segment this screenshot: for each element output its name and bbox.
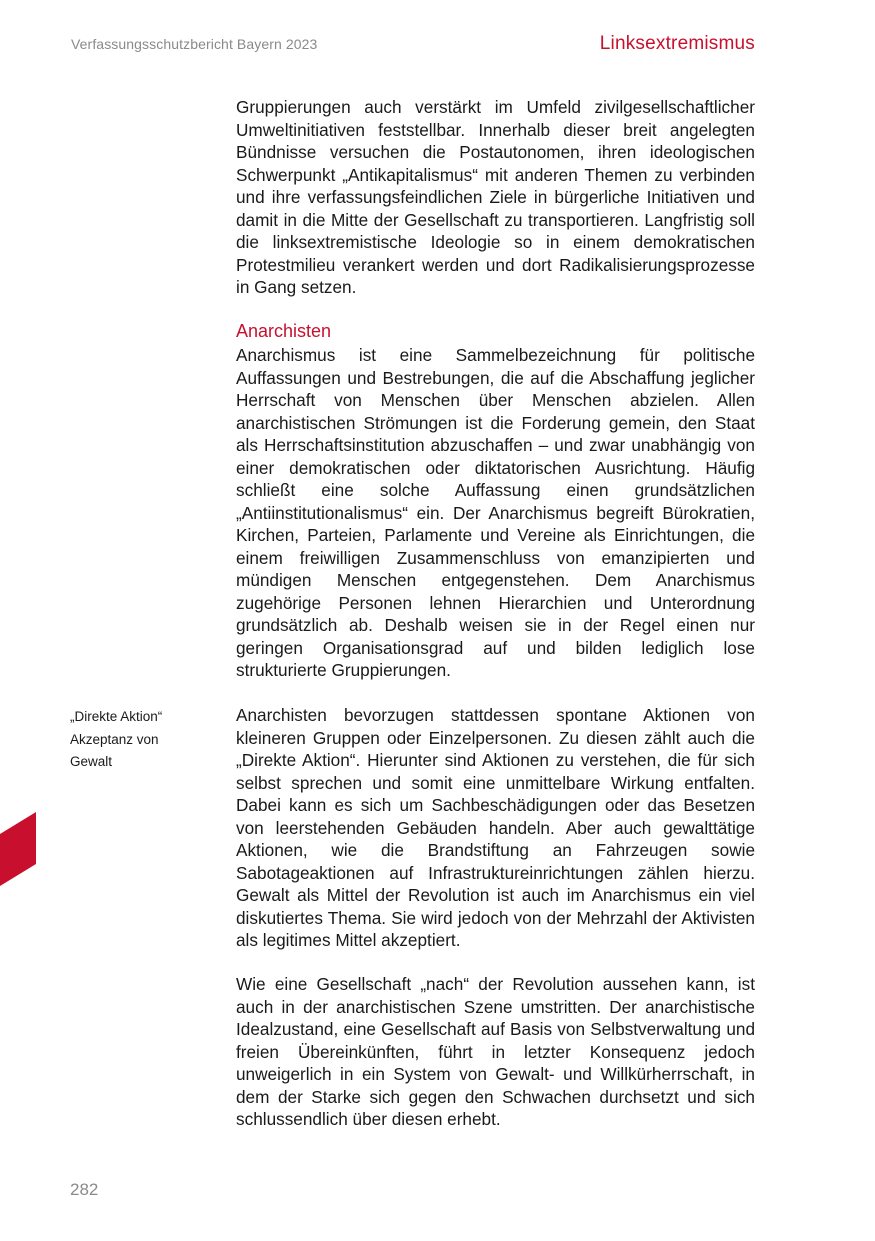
paragraph-direkte-aktion bbox=[236, 704, 755, 952]
margin-note-line: Akzeptanz von bbox=[70, 731, 159, 747]
paragraph-umweltinitiativen bbox=[236, 96, 755, 299]
section-heading-anarchisten: Anarchisten bbox=[236, 321, 332, 341]
running-head-section: Linksextremismus bbox=[599, 33, 755, 54]
paragraph-text: Gruppierungen auch verstärkt im Umfeld zivilgesellschaftlicher Umweltinitiativen feststellbar. Innerhalb dieser breit angelegten Bündnisse versuchen die Postautonomen, ihren ideologischen Schwerpunkt „Antikapitalismus“ mit anderen Themen zu verbinden und ihre verfassungsfeindlichen Ziele in bürgerliche Initiativen und damit in die Mitte der Gesellschaft zu transportieren. Langfristig soll die linksextremistische Ideologie so in einem demokratischen Protestmilieu verankert werden und dort Radikalisierungsprozesse in Gang setzen. bbox=[236, 97, 755, 297]
running-head-left: Verfassungsschutzbericht Bayern 2023 bbox=[71, 36, 318, 52]
paragraph-text: Anarchisten bevorzugen stattdessen spontane Aktionen von kleineren Gruppen oder Einzelpersonen. Zu diesen zählt auch die „Direkte Aktion“. Hierunter sind Aktionen zu verstehen, die für sich selbst sprechen und somit eine unmittelbare Wirkung entfalten. Dabei kann es sich um Sachbeschädigungen oder das Besetzen von leerstehenden Gebäuden handeln. Aber auch gewalttätige Aktionen, wie die Brandstiftung an Fahrzeugen sowie Sabotageaktionen auf Infrastruktureinrichtungen zählen hierzu. Gewalt als Mittel der Revolution ist auch im Anarchismus ein viel diskutiertes Thema. Sie wird jedoch von der Mehrzahl der Aktivisten als legitimes Mittel akzeptiert. bbox=[236, 705, 755, 950]
paragraph-text: Wie eine Gesellschaft „nach“ der Revolution aussehen kann, ist auch in der anarchistischen Szene umstritten. Der anarchistische Idealzustand, eine Gesellschaft auf Basis von Selbstverwaltung und freien Übereinkünften, führt in letzter Konsequenz jedoch unweigerlich in ein System von Gewalt- und Willkürherrschaft, in dem der Starke sich gegen den Schwachen durchsetzt und sich schlussendlich über diesen erhebt. bbox=[236, 974, 755, 1129]
margin-note-line: Gewalt bbox=[70, 754, 113, 769]
paragraph-gesellschaft-nach-revolution bbox=[236, 973, 755, 1131]
paragraph-anarchismus-definition bbox=[236, 344, 755, 682]
section-tab-marker bbox=[0, 812, 36, 886]
paragraph-text: Anarchismus ist eine Sammelbezeichnung für politische Auffassungen und Bestrebungen, die auf die Abschaffung jeglicher Herrschaft von Menschen über Menschen abzielen. Allen anarchistischen Strömungen ist die Forderung gemein, den Staat als Herrschaftsinstitution abzuschaffen – und zwar unabhängig von einer demokratischen oder diktatorischen Ausrichtung. Häufig schließt eine solche Auffassung einen grundsätzlichen „Antiinstitutionalismus“ ein. Der Anarchismus begreift Bürokratien, Kirchen, Parteien, Parlamente und Vereine als Einrichtungen, die einem freiwilligen Zusammenschluss von emanzipierten und mündigen Menschen entgegenstehen. Dem Anarchismus zugehörige Personen lehnen Hierarchien und Unterordnung grundsätzlich ab. Deshalb weisen sie in der Regel einen nur geringen Organisationsgrad auf und bilden lediglich lose strukturierte Gruppierungen. bbox=[236, 345, 755, 680]
margin-note bbox=[70, 706, 210, 774]
page-number: 282 bbox=[70, 1180, 99, 1199]
margin-note-line: „Direkte Aktion“ bbox=[70, 709, 163, 724]
